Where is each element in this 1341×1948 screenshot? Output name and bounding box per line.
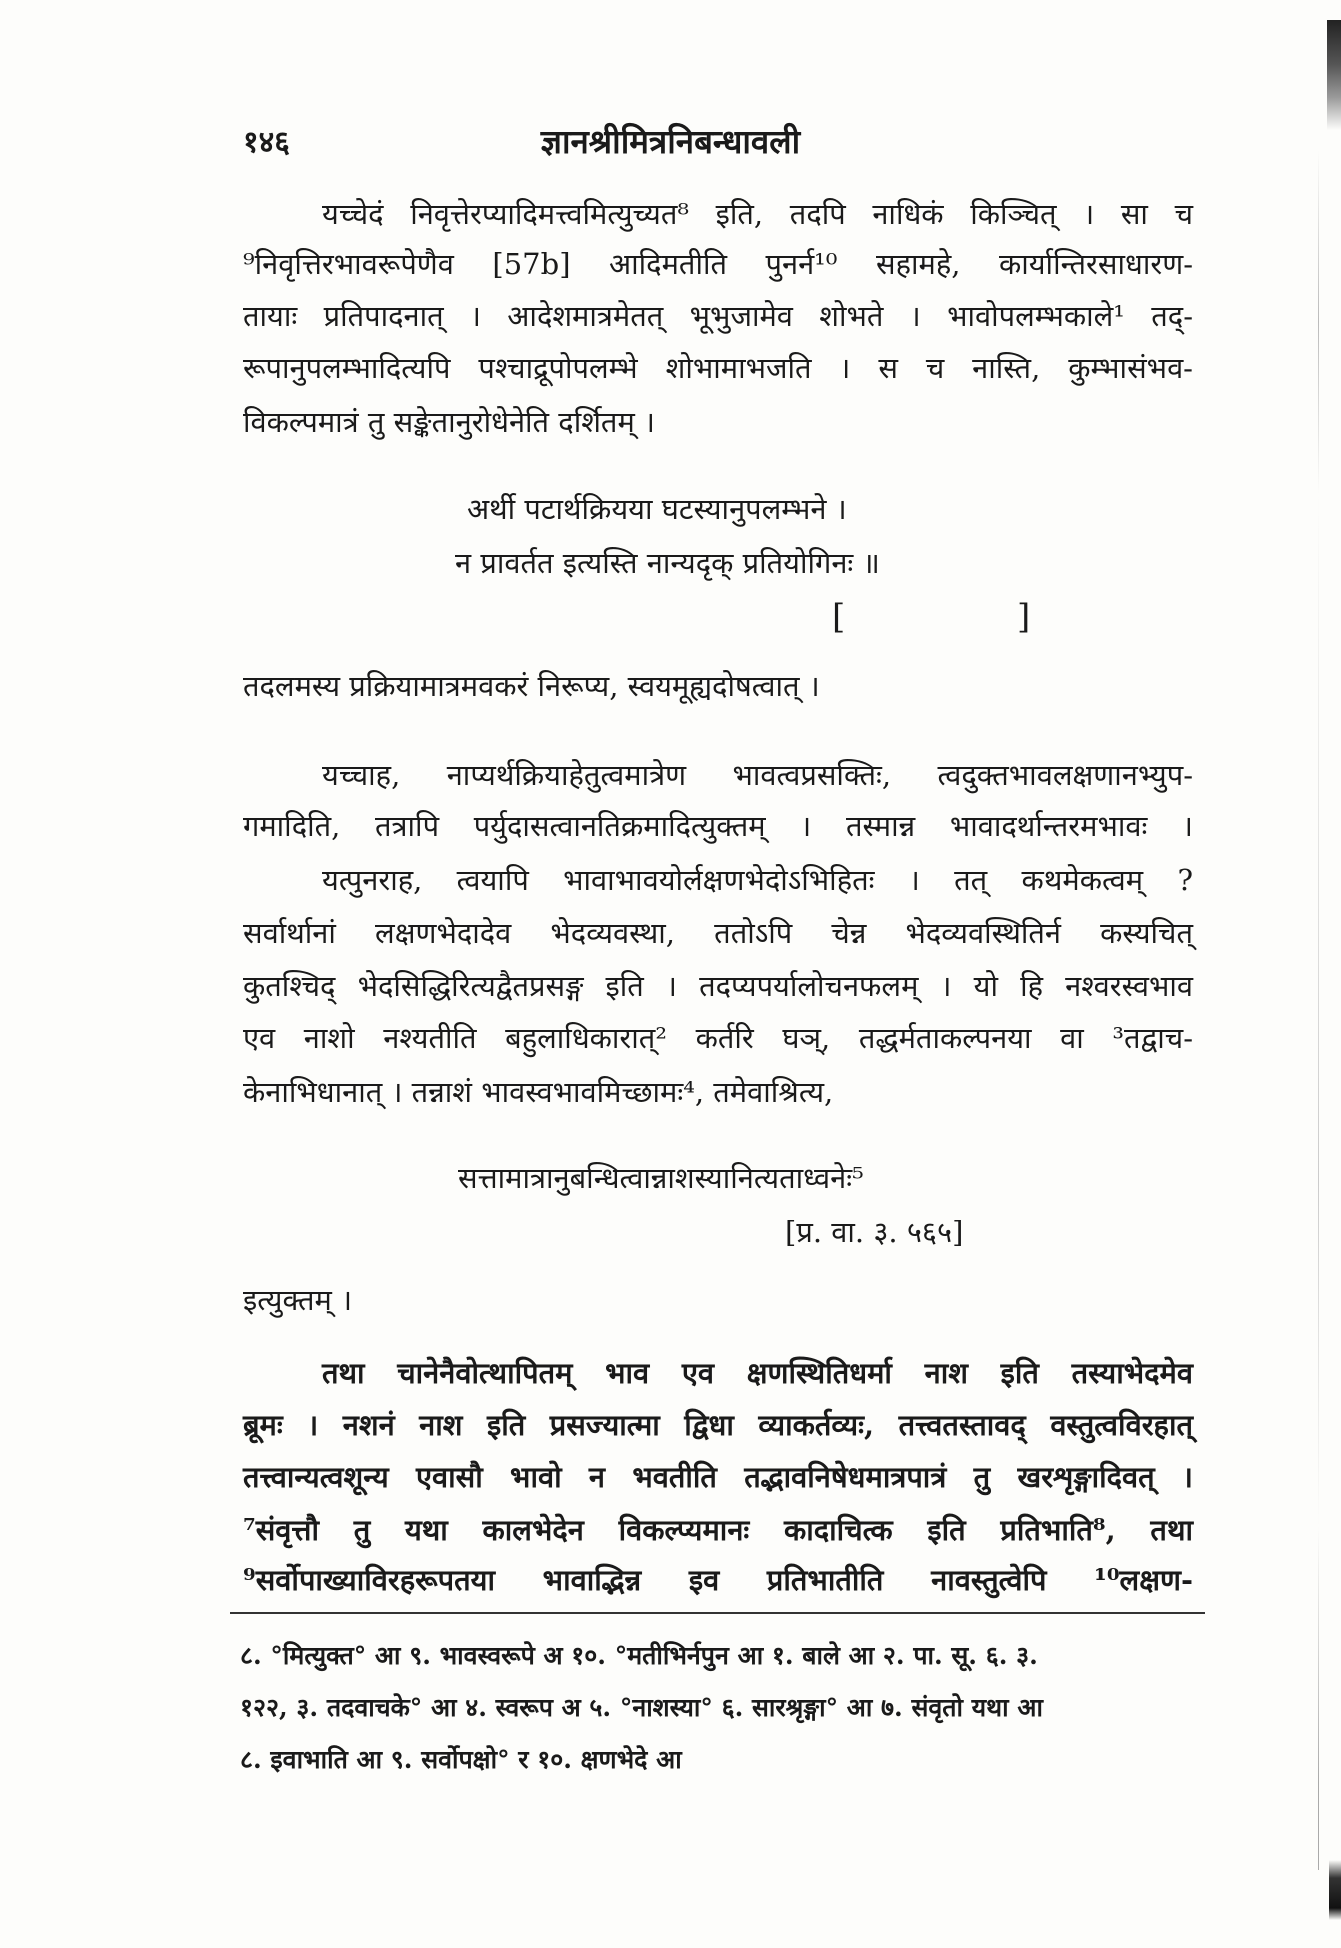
page-number: १४६ [243,125,290,160]
verse2-line: सत्तामात्रानुबन्धित्वान्नाशस्यानित्यताध्वनेः⁵ [458,1161,864,1195]
para4-line-5: ⁹सर्वोपाख्याविरहरूपतया भावाद्भिन्न इव प्रतिभातीति नावस्तुत्वेपि ¹⁰लक्षण- [243,1563,1193,1597]
para4-line-4: ⁷संवृत्तौ तु यथा कालभेदेन विकल्प्यमानः कादाचित्क इति प्रतिभाति⁸, तथा [243,1513,1193,1547]
ityuktam-line: इत्युक्तम् । [243,1283,353,1317]
para1-line-5: विकल्पमात्रं तु सङ्केतानुरोधेनेति दर्शितम् । [243,405,656,439]
para1-line-1: यच्चेदं निवृत्तेरप्यादिमत्त्वमित्युच्यत⁸ इति, तदपि नाधिकं किञ्चित् । सा च [322,197,1193,231]
verse1-line-2: न प्रावर्तत इत्यस्ति नान्यदृक् प्रतियोगिनः ॥ [455,546,880,580]
scan-edge-mark-bottom [1329,1860,1341,1920]
verse1-ref-open: [ [832,597,846,637]
footnote-line-1: ८. °मित्युक्त° आ ९. भावस्वरूपे अ १०. °मतीभिर्नपुन आ १. बाले आ २. पा. सू. ६. ३. [240,1641,1038,1670]
verse1-line-1: अर्थी पटार्थक्रियया घटस्यानुपलम्भने । [467,492,847,526]
para2-line-1: यच्चाह, नाप्यर्थक्रियाहेतुत्वमात्रेण भावत्वप्रसक्तिः, त्वदुक्तभावलक्षणानभ्युप- [322,758,1193,792]
para3-line-1: यत्पुनराह, त्वयापि भावाभावयोर्लक्षणभेदोऽभिहितः । तत् कथमेकत्वम् ? [322,863,1193,897]
para3-line-3: कुतश्चिद् भेदसिद्धिरित्यद्वैतप्रसङ्ग इति । तदप्यपर्यालोचनफलम् । यो हि नश्वरस्वभाव [243,969,1193,1003]
para4-line-1: तथा चानेनैवोत्थापितम् भाव एव क्षणस्थितिधर्मा नाश इति तस्याभेदमेव [322,1356,1193,1390]
footnote-divider [230,1612,1205,1614]
para3-line-5: केनाभिधानात् । तन्नाशं भावस्वभावमिच्छामः⁴, तमेवाश्रित्य, [243,1075,834,1109]
para1-line-3: तायाः प्रतिपादनात् । आदेशमात्रमेतत् भूभुजामेव शोभते । भावोपलम्भकाले¹ तद्- [243,299,1193,333]
footnote-line-3: ८. इवाभाति आ ९. सर्वोपक्षो° र १०. क्षणभेदे आ [240,1745,682,1774]
para3-line-4: एव नाशो नश्यतीति बहुलाधिकारात्² कर्तरि घञ्, तद्धर्मताकल्पनया वा ³तद्वाच- [243,1021,1193,1055]
scan-edge-line [1318,150,1319,1870]
line-after-verse: तदलमस्य प्रक्रियामात्रमवकरं निरूप्य, स्वयमूह्यदोषत्वात् । [243,669,820,703]
verse1-ref-close: ] [1017,597,1031,637]
para2-line-2: गमादिति, तत्रापि पर्युदासत्वानतिक्रमादित्युक्तम् । तस्मान्न भावादर्थान्तरमभावः । [243,809,1193,843]
para1-line-2: ⁹निवृत्तिरभावरूपेणैव [57b] आदिमतीति पुनर्न¹⁰ सहामहे, कार्यान्तिरसाधारण- [243,247,1193,281]
running-head-title: ज्ञानश्रीमित्रनिबन्धावली [540,122,801,161]
footnote-line-2: १२२, ३. तदवाचके° आ ४. स्वरूप अ ५. °नाशस्या° ६. सारश्रृङ्गा° आ ७. संवृतो यथा आ [240,1693,1043,1722]
para3-line-2: सर्वार्थानां लक्षणभेदादेव भेदव्यवस्था, ततोऽपि चेन्न भेदव्यवस्थितिर्न कस्यचित् [243,916,1193,950]
para4-line-3: तत्त्वान्यत्वशून्य एवासौ भावो न भवतीति तद्भावनिषेधमात्रपात्रं तु खरशृङ्गादिवत् । [243,1460,1193,1494]
para1-line-4: रूपानुपलम्भादित्यपि पश्चाद्रूपोपलम्भे शोभामाभजति । स च नास्ति, कुम्भासंभव- [243,351,1193,385]
verse2-reference: [प्र. वा. ३. ५६५] [785,1215,964,1249]
scan-edge-mark-top [1327,20,1341,130]
para4-line-2: ब्रूमः । नशनं नाश इति प्रसज्यात्मा द्विधा व्याकर्तव्यः, तत्त्वतस्तावद् वस्तुत्वविरहात् [243,1408,1193,1442]
